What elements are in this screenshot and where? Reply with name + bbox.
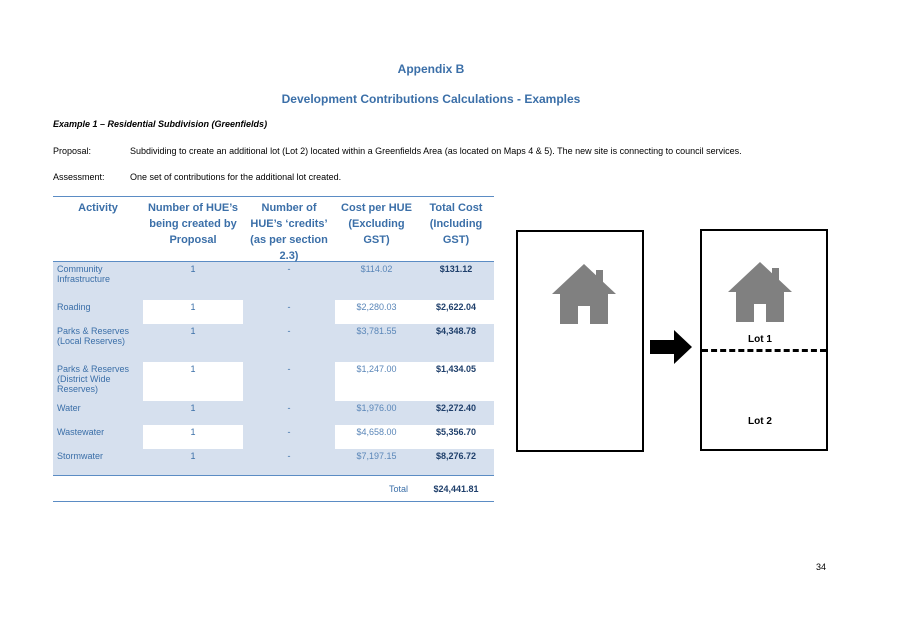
credits-cell: - bbox=[243, 401, 335, 425]
activity-cell: Wastewater bbox=[53, 425, 143, 449]
header-activity: Activity bbox=[78, 202, 118, 214]
activity-cell: Water bbox=[53, 401, 143, 425]
table-row bbox=[53, 300, 494, 324]
activity-cell: Roading bbox=[53, 300, 143, 324]
total-cell: $5,356.70 bbox=[435, 427, 477, 437]
credits-cell: - bbox=[243, 362, 335, 401]
cost-cell: $7,197.15 bbox=[335, 449, 418, 475]
credits-cell: - bbox=[243, 262, 335, 300]
cost-cell: $1,976.00 bbox=[335, 401, 418, 425]
arrow-right-icon bbox=[650, 330, 692, 364]
lot2-label: Lot 2 bbox=[748, 416, 772, 427]
hues-cell: 1 bbox=[143, 262, 243, 300]
cost-cell: $114.02 bbox=[335, 262, 418, 300]
total-value: $24,441.81 bbox=[433, 483, 479, 494]
assessment-text: One set of contributions for the additional lot created. bbox=[130, 172, 342, 182]
page-subtitle: Development Contributions Calculations - Examples bbox=[281, 92, 581, 106]
total-cell: $131.12 bbox=[418, 262, 494, 300]
table-body bbox=[53, 262, 494, 475]
total-cell: $1,434.05 bbox=[435, 364, 477, 374]
header-cost-per-hue: Cost per HUE (Excluding GST) bbox=[341, 202, 412, 246]
table-row bbox=[53, 362, 494, 401]
cost-cell: $2,280.03 bbox=[356, 302, 397, 312]
lot1-label: Lot 1 bbox=[748, 334, 772, 345]
total-cell: $8,276.72 bbox=[418, 449, 494, 475]
header-credits: Number of HUE’s ‘credits’ (as per section 2.3) bbox=[250, 202, 328, 262]
hues-cell: 1 bbox=[143, 449, 243, 475]
hues-cell: 1 bbox=[190, 364, 196, 374]
table-row bbox=[53, 401, 494, 425]
table-header-row bbox=[53, 196, 494, 262]
table-row bbox=[53, 425, 494, 449]
hues-cell: 1 bbox=[190, 427, 196, 437]
total-label: Total bbox=[388, 483, 408, 494]
cost-cell: $1,247.00 bbox=[356, 364, 397, 374]
proposal-label: Proposal: bbox=[53, 146, 92, 156]
credits-cell: - bbox=[243, 425, 335, 449]
hues-cell: 1 bbox=[143, 401, 243, 425]
header-total-cost: Total Cost (Including GST) bbox=[429, 202, 483, 246]
header-hues: Number of HUE’s being created by Proposal bbox=[147, 202, 239, 246]
total-cell: $2,622.04 bbox=[435, 302, 477, 312]
lot-boundary-line bbox=[702, 349, 826, 352]
table-row bbox=[53, 324, 494, 362]
proposal-text: Subdividing to create an additional lot (Lot 2) located within a Greenfields Area (as located on Maps 4 & 5). The new site is connecting to council services. bbox=[130, 146, 742, 156]
table-total-row bbox=[53, 475, 494, 502]
activity-cell: Parks & Reserves (District Wide Reserves) bbox=[53, 362, 143, 401]
credits-cell: - bbox=[243, 324, 335, 362]
house-icon bbox=[728, 262, 792, 322]
activity-cell: Stormwater bbox=[53, 449, 143, 475]
hues-cell: 1 bbox=[143, 324, 243, 362]
page-number: 34 bbox=[816, 562, 827, 572]
activity-cell: Parks & Reserves (Local Reserves) bbox=[53, 324, 143, 362]
table-row bbox=[53, 262, 494, 300]
cost-cell: $4,658.00 bbox=[356, 427, 397, 437]
example-title: Example 1 – Residential Subdivision (Greenfields) bbox=[53, 119, 268, 129]
total-cell: $4,348.78 bbox=[418, 324, 494, 362]
credits-cell: - bbox=[243, 449, 335, 475]
contributions-table bbox=[53, 196, 494, 502]
table-row bbox=[53, 449, 494, 475]
appendix-heading: Appendix B bbox=[397, 62, 465, 76]
house-icon bbox=[552, 264, 616, 324]
cost-cell: $3,781.55 bbox=[335, 324, 418, 362]
credits-cell: - bbox=[243, 300, 335, 324]
activity-cell: Community Infrastructure bbox=[53, 262, 143, 300]
assessment-label: Assessment: bbox=[53, 172, 105, 182]
hues-cell: 1 bbox=[190, 302, 196, 312]
total-cell: $2,272.40 bbox=[418, 401, 494, 425]
